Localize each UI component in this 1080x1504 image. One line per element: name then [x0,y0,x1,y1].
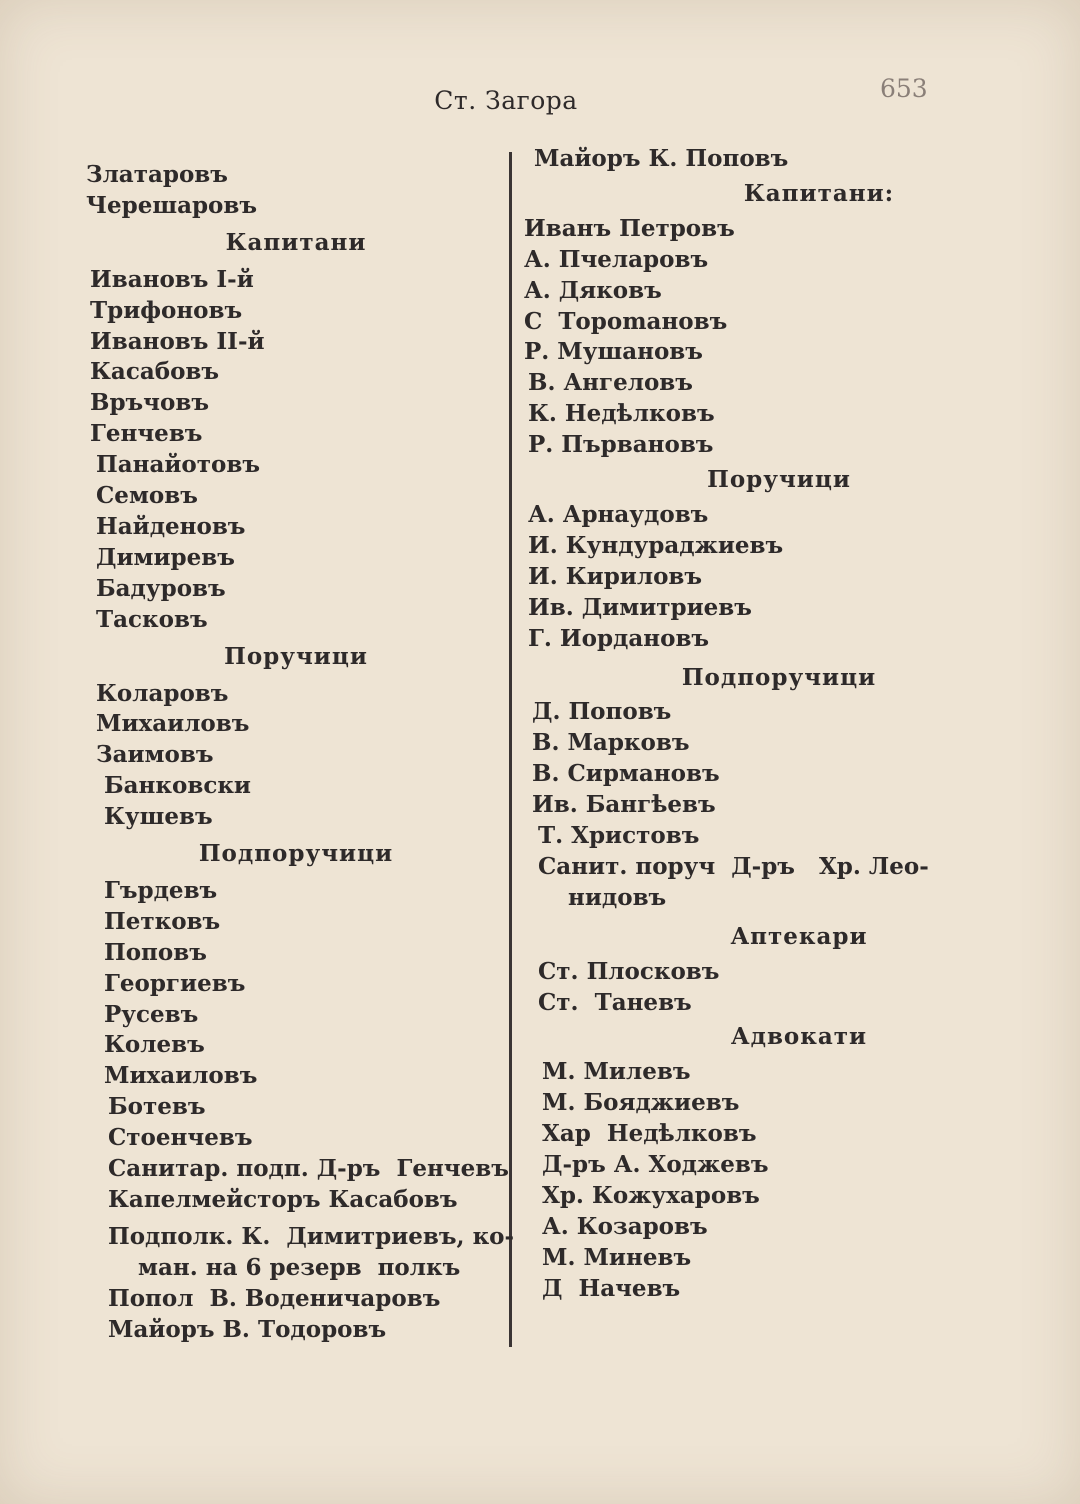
list-item: Петковъ [104,907,221,935]
list-item: Бадуровъ [96,574,226,602]
list-item: Черешаровъ [86,191,258,219]
list-item: Заимовъ [96,741,214,769]
list-item: В. Сирмановъ [532,760,720,788]
list-item: А. Пчеларовъ [524,245,709,273]
list-item: Ив. Димитриевъ [528,593,752,621]
section-heading-lieutenants: Поручици [224,642,368,670]
entry-bandmaster: Капелмейсторъ Касабовъ [108,1186,458,1213]
list-item: Касабовъ [90,358,220,386]
left-column [86,160,516,1346]
list-item: С Тороmановъ [524,307,728,335]
list-item: В. Марковъ [532,729,690,757]
section-heading-sublieutenants: Подпоручици [198,840,394,868]
entry-sanitary-continuation: нидовъ [568,883,667,911]
list-item: М. Миневъ [542,1243,692,1271]
list-item: Найденовъ [96,512,246,540]
list-item: Тасковъ [96,605,208,633]
list-item: Ивановъ I-й [90,265,254,293]
list-item: И. Кириловъ [528,562,703,590]
list-item: Коларовъ [96,679,229,707]
list-item: Банковски [104,772,251,800]
list-item: Д. Поповъ [532,698,672,726]
list-item: Михаиловъ [104,1062,258,1090]
list-item: Димиревъ [96,543,235,571]
list-item: А. Дяковъ [524,276,662,304]
list-item: Ст. Плосковъ [538,957,720,985]
entry-ltcol-continuation: ман. на 6 резерв полкъ [138,1253,461,1281]
list-item: В. Ангеловъ [528,369,693,397]
list-item: Т. Христовъ [538,822,700,850]
list-item: Р. Първановъ [528,431,714,459]
list-item: Панайотовъ [96,451,260,479]
list-item: Михаиловъ [96,710,250,738]
list-item: Ив. Бангѣевъ [532,791,716,819]
list-item: Д-ръ А. Ходжевъ [542,1151,769,1179]
list-item: М. Бояджиевъ [542,1089,740,1117]
list-item: Златаровъ [86,161,228,188]
page-number: 653 [880,74,928,103]
list-item: Георгиевъ [104,969,246,997]
list-item: Русевъ [104,1000,199,1028]
list-item: Кушевъ [104,803,213,831]
list-item: Генчевъ [90,420,203,448]
list-item: Поповъ [104,938,207,966]
section-heading-lieutenants: Поручици [707,466,851,494]
list-item: Гърдевъ [104,876,218,904]
list-item: Г. Иордановъ [528,624,710,652]
section-heading-lawyers: Адвокати [730,1023,868,1051]
list-item: Д Начевъ [542,1274,681,1302]
list-item: Иванъ Петровъ [524,214,735,242]
list-item: Р. Мушановъ [524,338,703,366]
list-item: Хар Недѣлковъ [542,1120,757,1148]
list-item: Връчовъ [90,389,209,417]
section-heading-sublieutenants: Подпоручици [681,663,877,691]
list-item: Стоенчевъ [108,1124,253,1152]
right-column [524,144,964,1305]
list-item: Семовъ [96,482,198,510]
list-item: Ивановъ II-й [90,327,265,355]
list-item: Трифоновъ [90,296,243,324]
entry-ltcol: Подполк. К. Димитриевъ, ко- [108,1222,515,1250]
entry-sanitary: Санит. поруч Д-ръ Хр. Лео- [538,852,929,880]
list-item: Хр. Кожухаровъ [542,1182,760,1209]
list-item: Колевъ [104,1031,205,1059]
page-title: Ст. Загора [434,86,578,115]
entry-major: Майоръ К. Поповъ [534,145,789,172]
section-heading-captains: Капитани [225,228,367,256]
list-item: А. Козаровъ [542,1212,708,1240]
list-item: М. Милевъ [542,1058,691,1086]
list-item: А. Арнаудовъ [528,500,709,528]
list-item: Ботевъ [108,1093,206,1121]
entry-pop: Попол В. Воденичаровъ [108,1284,441,1312]
entry-major: Майоръ В. Тодоровъ [108,1315,387,1343]
entry-sanitary: Санитар. подп. Д-ръ Генчевъ [108,1155,509,1183]
list-item: К. Недѣлковъ [528,400,715,428]
list-item: И. Кундураджиевъ [528,531,784,559]
section-heading-captains: Капитани: [743,179,895,207]
section-heading-pharmacists: Аптекари [730,922,868,950]
list-item: Ст. Таневъ [538,988,692,1016]
